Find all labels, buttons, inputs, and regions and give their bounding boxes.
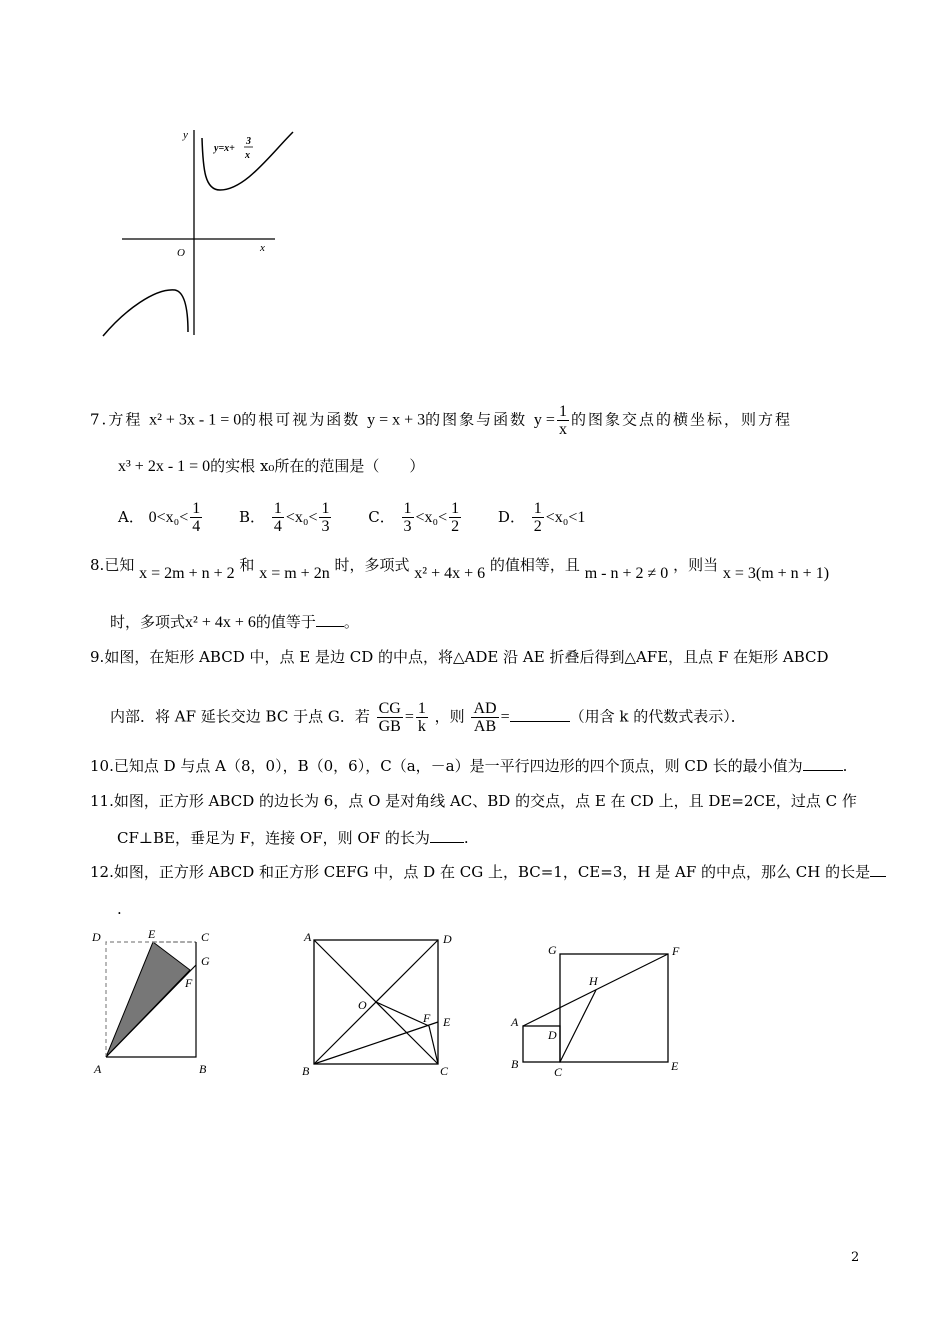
origin-label: O [177, 247, 185, 259]
curve-frac-num: 3 [246, 136, 251, 147]
question-11-line2: CF⊥BE，垂足为 F，连接 OF，则 OF 的长为 . [117, 829, 469, 847]
figure-fold-rectangle [85, 925, 230, 1080]
curve-frac-den: x [245, 150, 250, 161]
option-a: A． 0<x₀< $\frac{1}{4}$ [118, 500, 201, 535]
svg-text:G: G [201, 954, 210, 968]
svg-text:B: B [511, 1057, 519, 1071]
svg-text:A: A [304, 930, 312, 944]
answer-blank [803, 756, 843, 771]
page-number: 2 [851, 1250, 860, 1265]
question-12-line2: . [117, 900, 122, 918]
svg-text:E: E [671, 1059, 679, 1073]
curve-equation: y=x+ [214, 143, 235, 154]
figure-two-squares [505, 940, 690, 1080]
answer-blank [870, 862, 886, 877]
svg-text:A: A [94, 1062, 102, 1076]
svg-text:D: D [548, 1028, 557, 1042]
svg-text:E: E [148, 927, 156, 941]
svg-text:B: B [199, 1062, 207, 1076]
svg-text:G: G [548, 943, 557, 957]
svg-text:C: C [201, 930, 210, 944]
y-axis-label: y [183, 129, 188, 141]
svg-text:E: E [443, 1015, 451, 1029]
function-graph [95, 120, 305, 345]
svg-text:D: D [92, 930, 101, 944]
svg-text:O: O [358, 998, 367, 1012]
svg-text:H: H [589, 974, 598, 988]
lower-branch [103, 290, 188, 336]
question-9-line2: 内部．将 AF 延长交边 BC 于点 G．若 $\frac{CG}{GB}$ = $\frac{1}{k}$ ，则 $\frac{AD}{AB}$ = （用含 k 的代数式表示）． [110, 700, 746, 735]
option-b: B． $\frac{1}{4}$ <x₀< $\frac{1}{3}$ [239, 500, 330, 535]
equation: y = x + 3 [367, 411, 426, 429]
question-7-line2: x³ + 2x - 1 = 0的实根 x₀所在的范围是（ ） [118, 457, 425, 475]
option-d: D． $\frac{1}{2}$ <x₀<1 [497, 500, 586, 535]
question-9-line1: 9.如图，在矩形 ABCD 中，点 E 是边 CD 的中点，将△ADE 沿 AE 折叠后得到△AFE，且点 F 在矩形 ABCD [90, 648, 829, 666]
option-c: C． $\frac{1}{3}$ <x₀< $\frac{1}{2}$ [368, 500, 460, 535]
svg-text:A: A [511, 1015, 519, 1029]
svg-text:F: F [423, 1011, 431, 1025]
svg-text:B: B [302, 1064, 310, 1078]
equation: x³ + 2x - 1 = 0 [118, 458, 211, 475]
equation: x² + 3x - 1 = 0 [149, 411, 242, 429]
x-axis-label: x [260, 242, 265, 254]
answer-blank [510, 707, 570, 722]
svg-text:F: F [672, 944, 680, 958]
answer-blank [430, 828, 464, 843]
question-7-line1: 7.方程 x² + 3x - 1 = 0的根可视为函数 y = x + 3的图象与函数 y = $\frac{1}{x}$ 的图象交点的横坐标，则方程 [90, 403, 792, 438]
question-8-line2: 时，多项式x² + 4x + 6的值等于 。 [110, 613, 359, 631]
answer-blank [316, 612, 344, 627]
question-12-line1: 12.如图，正方形 ABCD 和正方形 CEFG 中，点 D 在 CG 上，BC=1，CE=3，H 是 AF 的中点，那么 CH 的长是 [90, 862, 886, 882]
svg-text:C: C [440, 1064, 449, 1078]
question-7-options [118, 500, 585, 535]
svg-text:F: F [185, 976, 193, 990]
question-10: 10.已知点 D 与点 A（8，0），B（0，6），C（a，－a）是一平行四边形的四个顶点，则 CD 长的最小值为 . [90, 757, 848, 775]
svg-text:C: C [554, 1065, 563, 1079]
question-8-line1: 8.已知 x = 2m + n + 2 和 x = m + 2n 时，多项式 x² + 4x + 6 的值相等，且 m - n + 2 ≠ 0 ，则当 x = 3(m + n + 1) [90, 556, 830, 582]
question-11-line1: 11.如图，正方形 ABCD 的边长为 6，点 O 是对角线 AC、BD 的交点，点 E 在 CD 上，且 DE=2CE，过点 C 作 [90, 792, 857, 810]
svg-text:D: D [443, 932, 452, 946]
figure-square-diagonals [298, 925, 468, 1085]
